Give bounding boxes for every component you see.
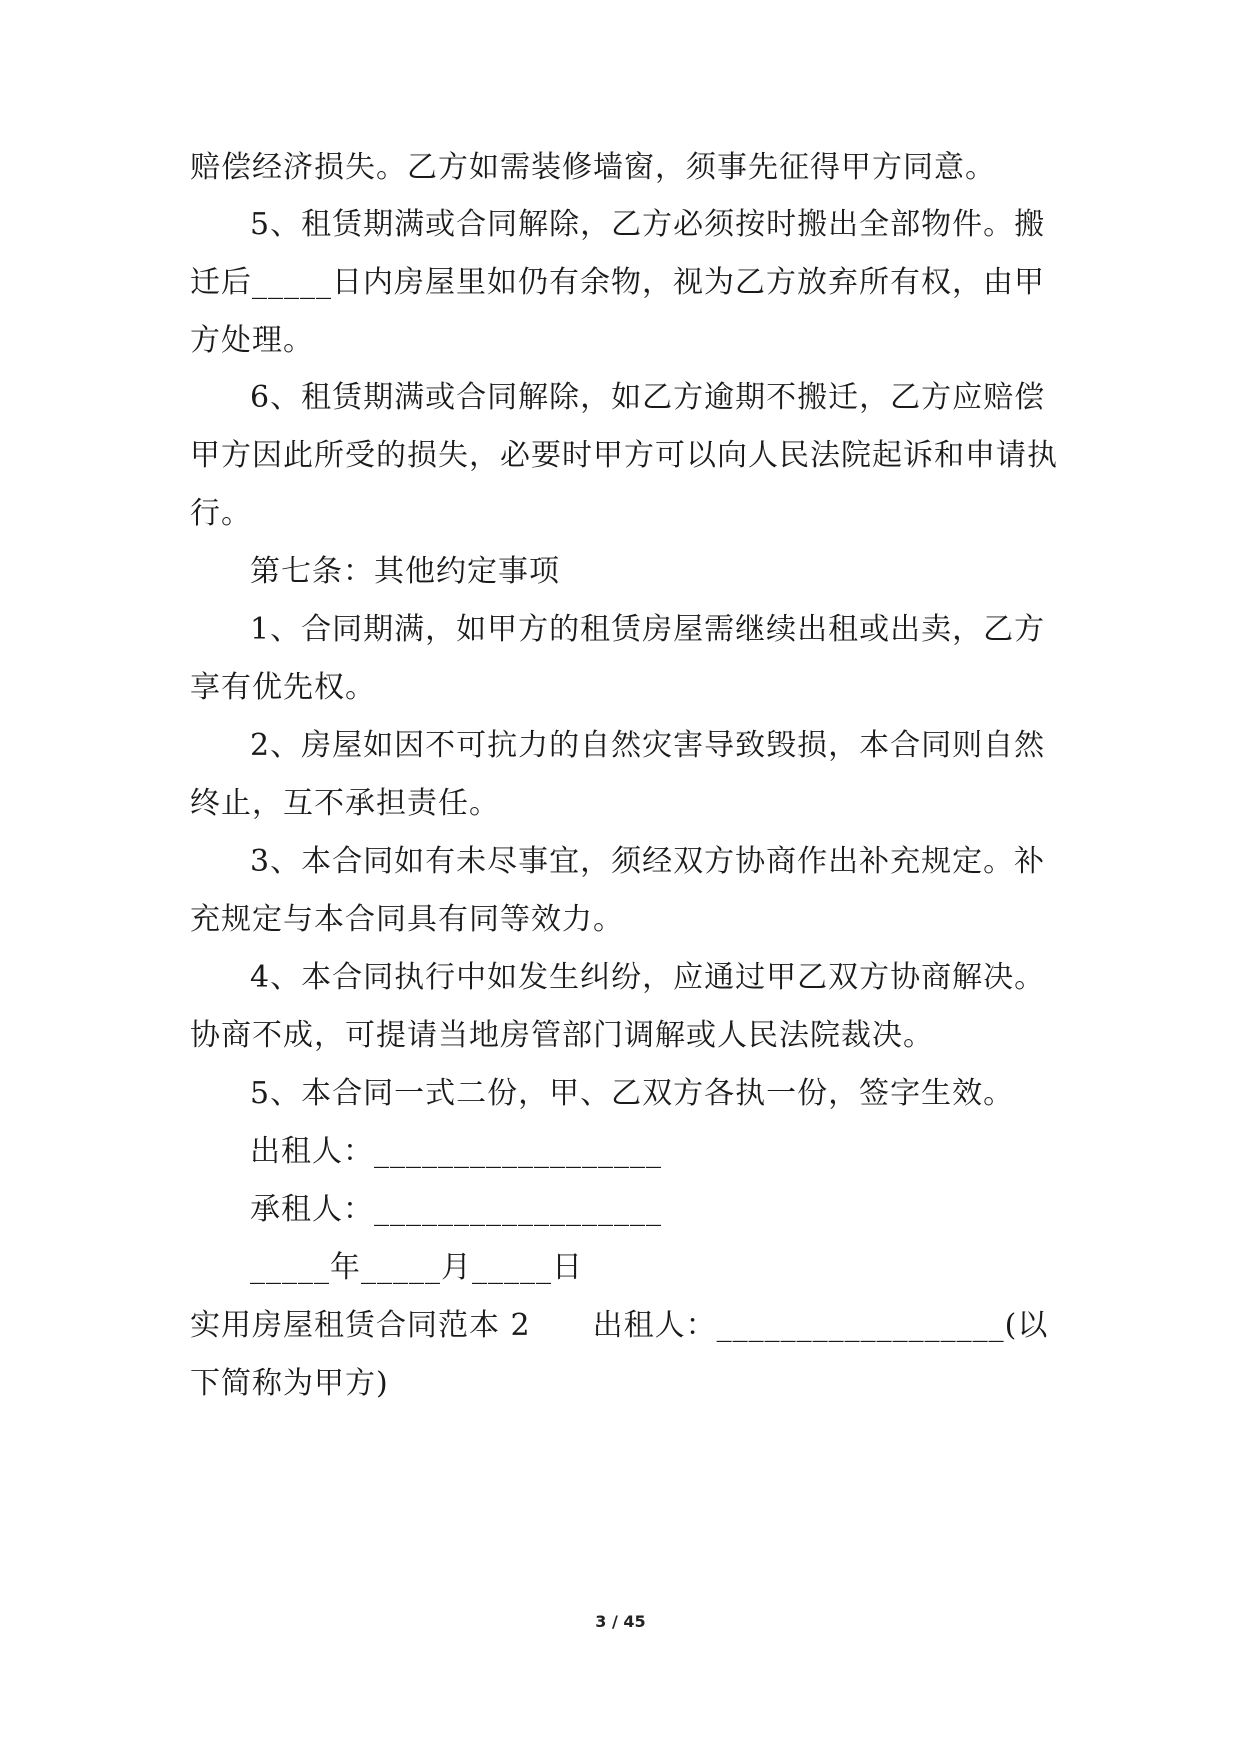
article-7-item-3-line-1: 3、本合同如有未尽事宜，须经双方协商作出补充规定。补 [250,844,1046,879]
clause-6-line-1: 6、租赁期满或合同解除，如乙方逾期不搬迁，乙方应赔偿 [250,380,1046,415]
article-7-item-1-line-2: 享有优先权。 [190,670,376,705]
article-7-item-5: 5、本合同一式二份，甲、乙双方各执一份，签字生效。 [250,1076,1015,1111]
clause-6-line-2: 甲方因此所受的损失，必要时甲方可以向人民法院起诉和申请执 [190,438,1058,473]
article-7-heading: 第七条：其他约定事项 [250,554,560,589]
article-7-item-2-line-2: 终止，互不承担责任。 [190,786,500,821]
template-2-party-note: 下简称为甲方) [190,1366,389,1401]
article-7-item-4-line-2: 协商不成，可提请当地房管部门调解或人民法院裁决。 [190,1018,934,1053]
template-2-heading-line: 实用房屋租赁合同范本 2 出租人：__________________(以 [190,1308,1049,1343]
article-7-item-4-line-1: 4、本合同执行中如发生纠纷，应通过甲乙双方协商解决。 [250,960,1046,995]
article-7-item-3-line-2: 充规定与本合同具有同等效力。 [190,902,624,937]
page-number: 3 / 45 [595,1612,646,1631]
article-7-item-1-line-1: 1、合同期满，如甲方的租赁房屋需继续出租或出卖，乙方 [250,612,1046,647]
text-line: 赔偿经济损失。乙方如需装修墙窗，须事先征得甲方同意。 [190,150,996,185]
date-line: _____年_____月_____日 [250,1250,583,1285]
clause-5-line-3: 方处理。 [190,323,314,358]
article-7-item-2-line-1: 2、房屋如因不可抗力的自然灾害导致毁损，本合同则自然 [250,728,1046,763]
clause-5-line-1: 5、租赁期满或合同解除，乙方必须按时搬出全部物件。搬 [250,207,1046,242]
clause-5-line-2: 迁后_____日内房屋里如仍有余物，视为乙方放弃所有权，由甲 [190,265,1045,300]
lessor-signature-line: 出租人：__________________ [250,1134,662,1169]
lessee-signature-line: 承租人：__________________ [250,1192,662,1227]
clause-6-line-3: 行。 [190,496,252,531]
